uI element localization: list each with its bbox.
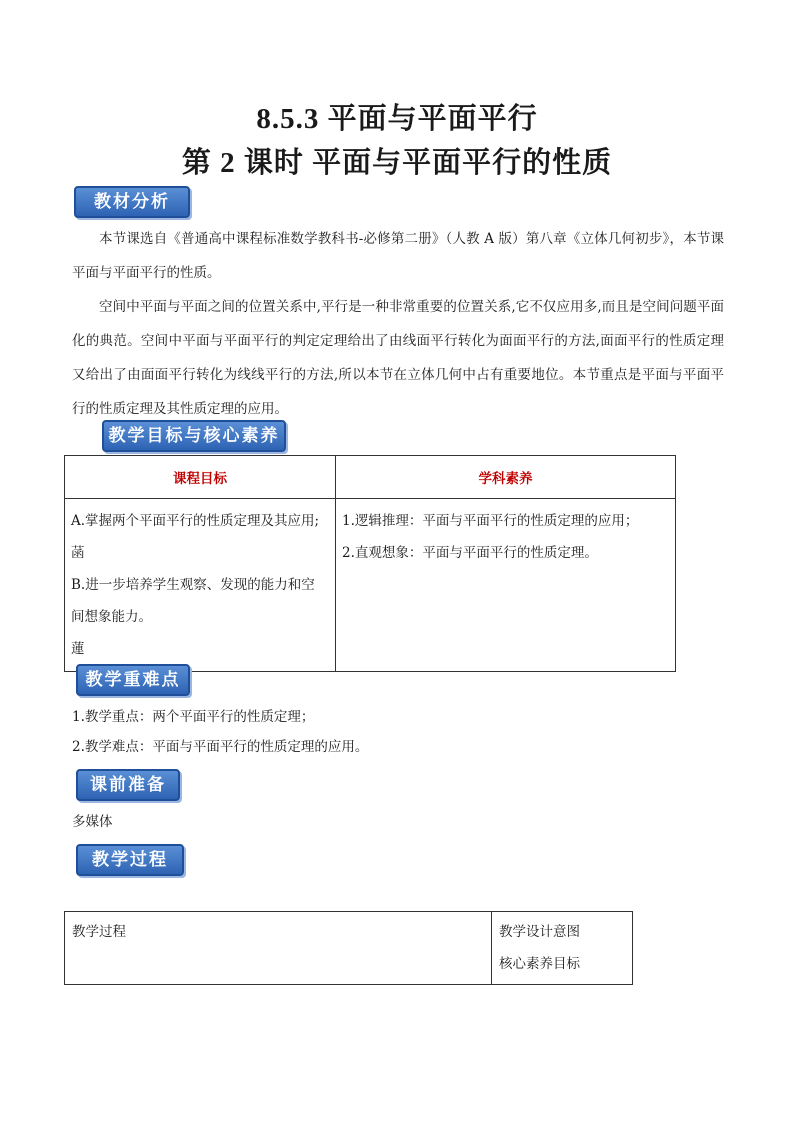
goals-literacy-cell (336, 499, 676, 672)
lesson-title: 8.5.3 平面与平面平行 (256, 103, 538, 135)
goal-line: 间想象能力。 (71, 609, 152, 625)
key-point-line: 1.教学重点：两个平面平行的性质定理； (72, 709, 315, 725)
analysis-paragraph-1: 本节课选自《普通高中课程标准数学教科书-必修第二册》（人教 A 版）第八章《立体几何初步》，本节课平面与平面平行的性质。 (72, 231, 724, 281)
analysis-paragraph-2: 空间中平面与平面之间的位置关系中,平行是一种非常重要的位置关系,它不仅应用多,而且是空间问题平面化的典范。空间中平面与平面平行的判定定理给出了由线面平行转化为面面平行的方法,面面平行的性质定理又给出了由面面平行转化为线线平行的方法,所以本节在立体几何中占有重要地位。本节重点是平面与平面平行的性质定理及其性质定理的应用。 (72, 299, 724, 417)
goals-table (64, 455, 676, 672)
goal-line: 蓮 (71, 641, 85, 657)
process-badge: 教学过程 (76, 844, 184, 876)
goal-line: 菡 (71, 545, 85, 561)
design-intent-label: 教学设计意图 (499, 924, 580, 940)
process-table (64, 911, 633, 985)
difficulty-badge: 教学重难点 (76, 664, 190, 696)
goals-header-literacy: 学科素养 (336, 456, 676, 499)
literacy-goal-label: 核心素养目标 (499, 956, 580, 972)
goal-line: A.掌握两个平面平行的性质定理及其应用; (71, 513, 320, 529)
process-col-main: 教学过程 (65, 912, 492, 985)
difficult-point-line: 2.教学难点：平面与平面平行的性质定理的应用。 (72, 739, 369, 755)
analysis-badge: 教材分析 (74, 186, 190, 218)
goals-badge: 教学目标与核心素养 (102, 420, 286, 452)
literacy-line: 2.直观想象：平面与平面平行的性质定理。 (342, 545, 598, 561)
prep-badge: 课前准备 (76, 769, 180, 801)
goal-line: B.进一步培养学生观察、发现的能力和空 (71, 577, 315, 593)
literacy-line: 1.逻辑推理：平面与平面平行的性质定理的应用； (342, 513, 639, 529)
lesson-subtitle: 第 2 课时 平面与平面平行的性质 (181, 147, 613, 179)
process-col-design (492, 912, 633, 985)
goals-header-course: 课程目标 (65, 456, 336, 499)
prep-text: 多媒体 (72, 814, 113, 830)
goals-course-cell (65, 499, 336, 672)
